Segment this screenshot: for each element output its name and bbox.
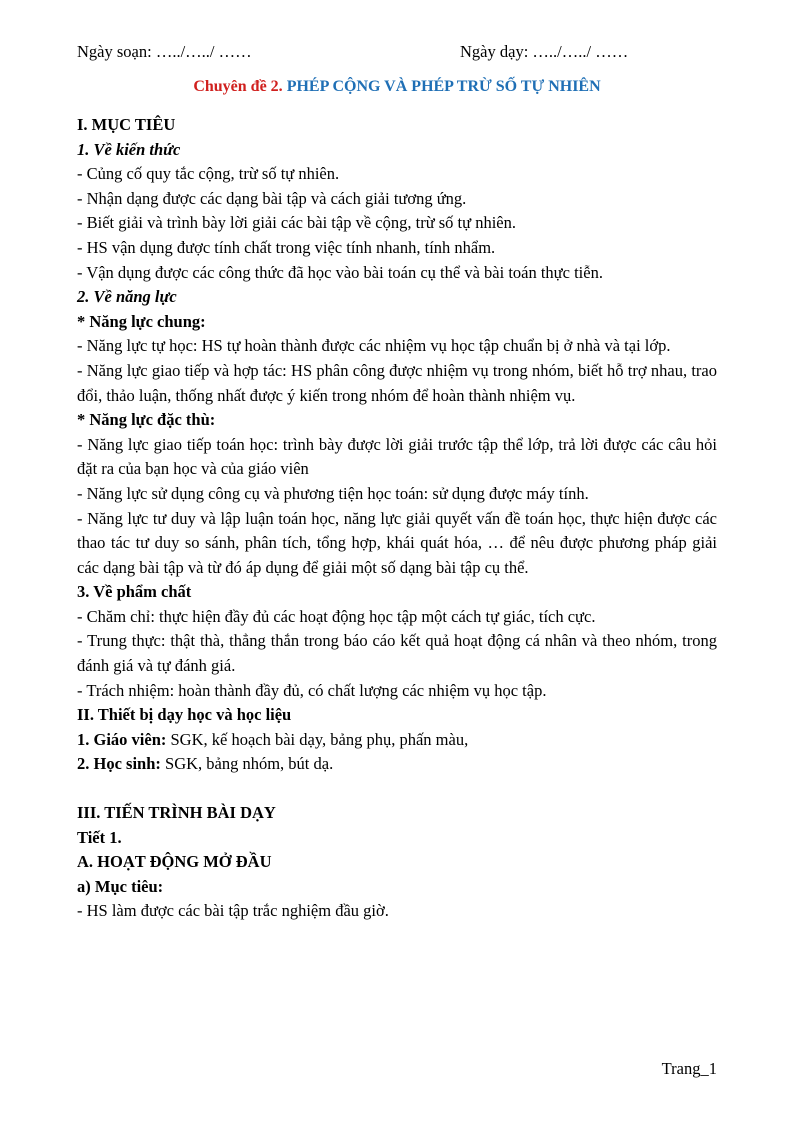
specific-competence-item: - Năng lực tư duy và lập luận toán học, năng lực giải quyết vấn đề toán học, thực hiện được các thao tác tư duy so sánh, phân tích, tổng hợp, khái quát hóa, … để nêu được phương pháp giải các dạng bài tập và từ đó áp dụng để giải một số dạng bài tập cụ thể.	[77, 508, 717, 577]
specific-competence-heading: * Năng lực đặc thù:	[77, 410, 216, 430]
quality-heading: 3. Về phẩm chất	[77, 582, 192, 602]
teacher-text: SGK, kế hoạch bài dạy, bảng phụ, phấn màu,	[166, 729, 469, 749]
knowledge-item: - HS vận dụng được tính chất trong việc tính nhanh, tính nhẩm.	[77, 237, 496, 257]
general-competence-item: - Năng lực giao tiếp và hợp tác: HS phân công được nhiệm vụ trong nhóm, biết hỗ trợ nhau, trao đổi, thảo luận, thống nhất được ý kiến trong nhóm để hoàn thành nhiệm vụ.	[77, 360, 717, 405]
competence-heading: 2. Về năng lực	[77, 287, 177, 307]
general-competence-heading: * Năng lực chung:	[77, 311, 206, 331]
quality-item: - Trách nhiệm: hoàn thành đầy đủ, có chất lượng các nhiệm vụ học tập.	[77, 680, 547, 700]
activity-heading: A. HOẠT ĐỘNG MỞ ĐẦU	[77, 852, 272, 872]
goal-heading: a) Mục tiêu:	[77, 876, 164, 896]
knowledge-item: - Củng cố quy tắc cộng, trừ số tự nhiên.	[77, 164, 340, 184]
specific-competence-item: - Năng lực giao tiếp toán học: trình bày được lời giải trước tập thể lớp, trả lời được các câu hỏi đặt ra của bạn học và của giáo viên	[77, 434, 717, 479]
quality-item: - Trung thực: thật thà, thẳng thắn trong báo cáo kết quả hoạt động cá nhân và theo nhóm, trong đánh giá và tự đánh giá.	[77, 631, 717, 676]
topic-title	[77, 75, 717, 101]
knowledge-item: - Biết giải và trình bày lời giải các bài tập về cộng, trừ số tự nhiên.	[77, 213, 516, 233]
page-number: Trang_1	[661, 1059, 717, 1078]
date-header	[77, 40, 717, 65]
topic-main-title: PHÉP CỘNG VÀ PHÉP TRỪ SỐ TỰ NHIÊN	[286, 78, 601, 95]
teacher-materials	[77, 728, 717, 753]
document-page	[77, 40, 717, 924]
prep-date: Ngày soạn: …../…../ ……	[77, 42, 252, 61]
knowledge-heading: 1. Về kiến thức	[77, 139, 181, 159]
knowledge-item: - Nhận dạng được các dạng bài tập và cách giải tương ứng.	[77, 188, 467, 208]
topic-prefix: Chuyên đề 2.	[193, 78, 283, 95]
quality-item: - Chăm chỉ: thực hiện đầy đủ các hoạt động học tập một cách tự giác, tích cực.	[77, 606, 596, 626]
section-2-heading: II. Thiết bị dạy học và học liệu	[77, 705, 292, 725]
student-text: SGK, bảng nhóm, bút dạ.	[160, 754, 334, 774]
goal-item: - HS làm được các bài tập trắc nghiệm đầu giờ.	[77, 901, 389, 921]
teach-date: Ngày dạy: …../…../ ……	[460, 42, 629, 61]
general-competence-item: - Năng lực tự học: HS tự hoàn thành được các nhiệm vụ học tập chuẩn bị ở nhà và tại lớp.	[77, 336, 671, 356]
spacer	[77, 777, 717, 801]
student-label: 2. Học sinh:	[77, 754, 161, 774]
teacher-label: 1. Giáo viên:	[77, 729, 167, 749]
specific-competence-item: - Năng lực sử dụng công cụ và phương tiện học toán: sử dụng được máy tính.	[77, 483, 589, 503]
section-3-heading: III. TIẾN TRÌNH BÀI DẠY	[77, 803, 276, 823]
section-1-heading: I. MỤC TIÊU	[77, 115, 176, 134]
knowledge-item: - Vận dụng được các công thức đã học vào bài toán cụ thể và bài toán thực tiễn.	[77, 262, 603, 282]
student-materials	[77, 752, 717, 777]
period-label: Tiết 1.	[77, 827, 122, 847]
